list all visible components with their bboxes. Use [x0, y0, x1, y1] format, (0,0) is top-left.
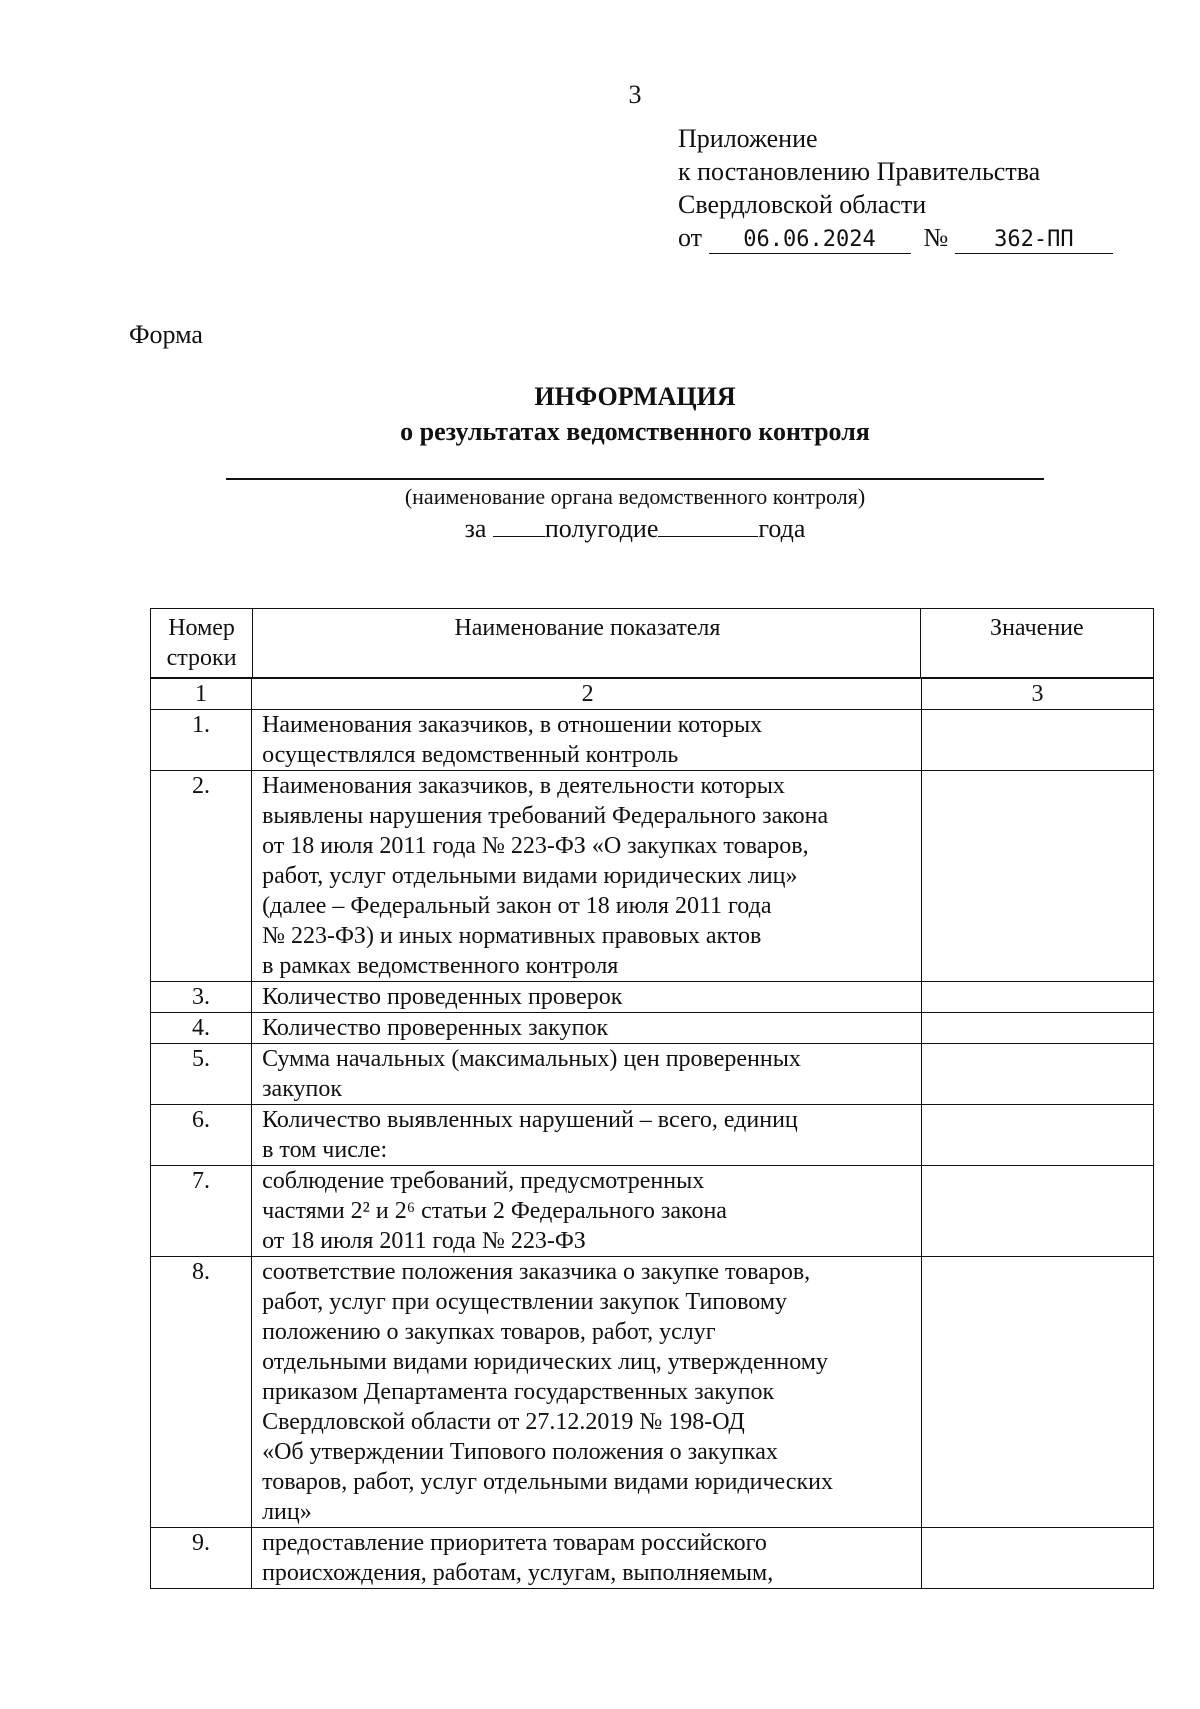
appendix-line-3: Свердловской области — [678, 190, 927, 219]
half-year-blank — [493, 514, 545, 537]
indicator-line: (далее – Федеральный закон от 18 июля 2011 года — [262, 893, 772, 919]
indicator-name — [252, 1257, 922, 1528]
indicator-value-cell[interactable] — [922, 1528, 1154, 1589]
indicator-line: выявлены нарушения требований Федерального закона — [262, 803, 829, 829]
table-row — [151, 1257, 1154, 1528]
header-row-number: Номер строки — [151, 609, 253, 678]
indicator-line: работ, услуг отдельными видами юридических лиц» — [262, 863, 798, 889]
row-number: 6. — [151, 1105, 252, 1166]
header-indicator-name: Наименование показателя — [253, 609, 921, 678]
row-number: 5. — [151, 1044, 252, 1105]
indicator-line: лиц» — [262, 1499, 312, 1525]
indicators-table — [150, 678, 1154, 1589]
indicator-value-cell[interactable] — [922, 771, 1154, 982]
row-number: 4. — [151, 1013, 252, 1044]
indicator-line: Свердловской области от 27.12.2019 № 198-ОД — [262, 1409, 745, 1435]
row-number: 7. — [151, 1166, 252, 1257]
indicator-line: происхождения, работам, услугам, выполняемым, — [262, 1560, 774, 1586]
indicator-value-cell[interactable] — [922, 1257, 1154, 1528]
indicator-name — [252, 710, 922, 771]
row-number: 3. — [151, 982, 252, 1013]
indicator-line: закупок — [262, 1076, 343, 1102]
indicator-value-cell[interactable] — [922, 982, 1154, 1013]
date-prefix: от — [678, 223, 703, 252]
indicator-line: Наименования заказчиков, в отношении которых — [262, 712, 763, 738]
row-number: 8. — [151, 1257, 252, 1528]
indicator-line: в том числе: — [262, 1137, 388, 1163]
indicator-name — [252, 982, 922, 1013]
table-header — [150, 608, 1154, 678]
header-value: Значение — [920, 609, 1153, 678]
indicator-name — [252, 1166, 922, 1257]
column-number-2: 2 — [252, 679, 922, 710]
resolution-date: 06.06.2024 — [709, 227, 911, 254]
indicator-name — [252, 1105, 922, 1166]
indicator-line: Наименования заказчиков, в деятельности которых — [262, 773, 785, 799]
indicator-line: Количество проведенных проверок — [262, 984, 623, 1010]
column-numbers-row — [151, 679, 1154, 710]
year-blank — [658, 514, 758, 537]
indicator-line: Количество проверенных закупок — [262, 1015, 609, 1041]
reporting-period-line — [0, 514, 1200, 544]
appendix-block — [678, 122, 1113, 254]
page-number: 3 — [628, 80, 642, 109]
period-middle: полугодие — [544, 514, 659, 543]
column-number-3: 3 — [922, 679, 1154, 710]
table-row — [151, 771, 1154, 982]
indicator-line: Сумма начальных (максимальных) цен проверенных — [262, 1046, 801, 1072]
row-number: 1. — [151, 710, 252, 771]
indicator-line: частями 2² и 2⁶ статьи 2 Федерального закона — [262, 1198, 727, 1224]
indicator-line: отдельными видами юридических лиц, утвержденному — [262, 1349, 828, 1375]
appendix-line-1: Приложение — [678, 124, 818, 153]
indicator-value-cell[interactable] — [922, 1013, 1154, 1044]
table-row — [151, 1105, 1154, 1166]
indicator-line: положению о закупках товаров, работ, услуг — [262, 1319, 716, 1345]
indicator-line: предоставление приоритета товарам российского — [262, 1530, 767, 1556]
organization-caption: (наименование органа ведомственного контроля) — [404, 484, 866, 509]
indicator-name — [252, 771, 922, 982]
indicator-line: работ, услуг при осуществлении закупок Типовому — [262, 1289, 788, 1315]
indicator-line: от 18 июля 2011 года № 223-ФЗ — [262, 1228, 586, 1254]
number-prefix: № — [923, 223, 949, 252]
indicator-name — [252, 1044, 922, 1105]
indicator-line: № 223-ФЗ) и иных нормативных правовых актов — [262, 923, 762, 949]
indicator-line: соблюдение требований, предусмотренных — [262, 1168, 705, 1194]
indicator-value-cell[interactable] — [922, 1105, 1154, 1166]
indicator-line: «Об утверждении Типового положения о закупках — [262, 1439, 778, 1465]
indicator-line: Количество выявленных нарушений – всего, единиц — [262, 1107, 798, 1133]
indicator-name — [252, 1528, 922, 1589]
indicator-line: соответствие положения заказчика о закупке товаров, — [262, 1259, 811, 1285]
table-row — [151, 1044, 1154, 1105]
resolution-number: 362-ПП — [955, 227, 1113, 254]
table-row — [151, 1013, 1154, 1044]
organization-name-line — [226, 478, 1044, 480]
column-number-1: 1 — [151, 679, 252, 710]
indicator-value-cell[interactable] — [922, 1166, 1154, 1257]
indicators-table-body — [151, 679, 1154, 1589]
indicator-value-cell[interactable] — [922, 1044, 1154, 1105]
indicator-line: в рамках ведомственного контроля — [262, 953, 619, 979]
table-row — [151, 1528, 1154, 1589]
indicator-line: осуществлялся ведомственный контроль — [262, 742, 679, 768]
document-subtitle: о результатах ведомственного контроля — [400, 417, 870, 446]
appendix-line-2: к постановлению Правительства — [678, 157, 1041, 186]
row-number: 9. — [151, 1528, 252, 1589]
indicator-value-cell[interactable] — [922, 710, 1154, 771]
period-suffix: года — [758, 514, 806, 543]
document-title: ИНФОРМАЦИЯ — [534, 382, 736, 411]
form-label: Форма — [129, 320, 203, 349]
table-row — [151, 710, 1154, 771]
indicator-line: от 18 июля 2011 года № 223-ФЗ «О закупках товаров, — [262, 833, 809, 859]
period-prefix: за — [464, 514, 487, 543]
indicator-line: товаров, работ, услуг отдельными видами юридических — [262, 1469, 833, 1495]
appendix-date-line — [678, 221, 1113, 254]
row-number: 2. — [151, 771, 252, 982]
table-row — [151, 982, 1154, 1013]
indicator-line: приказом Департамента государственных закупок — [262, 1379, 775, 1405]
indicator-name — [252, 1013, 922, 1044]
table-row — [151, 1166, 1154, 1257]
